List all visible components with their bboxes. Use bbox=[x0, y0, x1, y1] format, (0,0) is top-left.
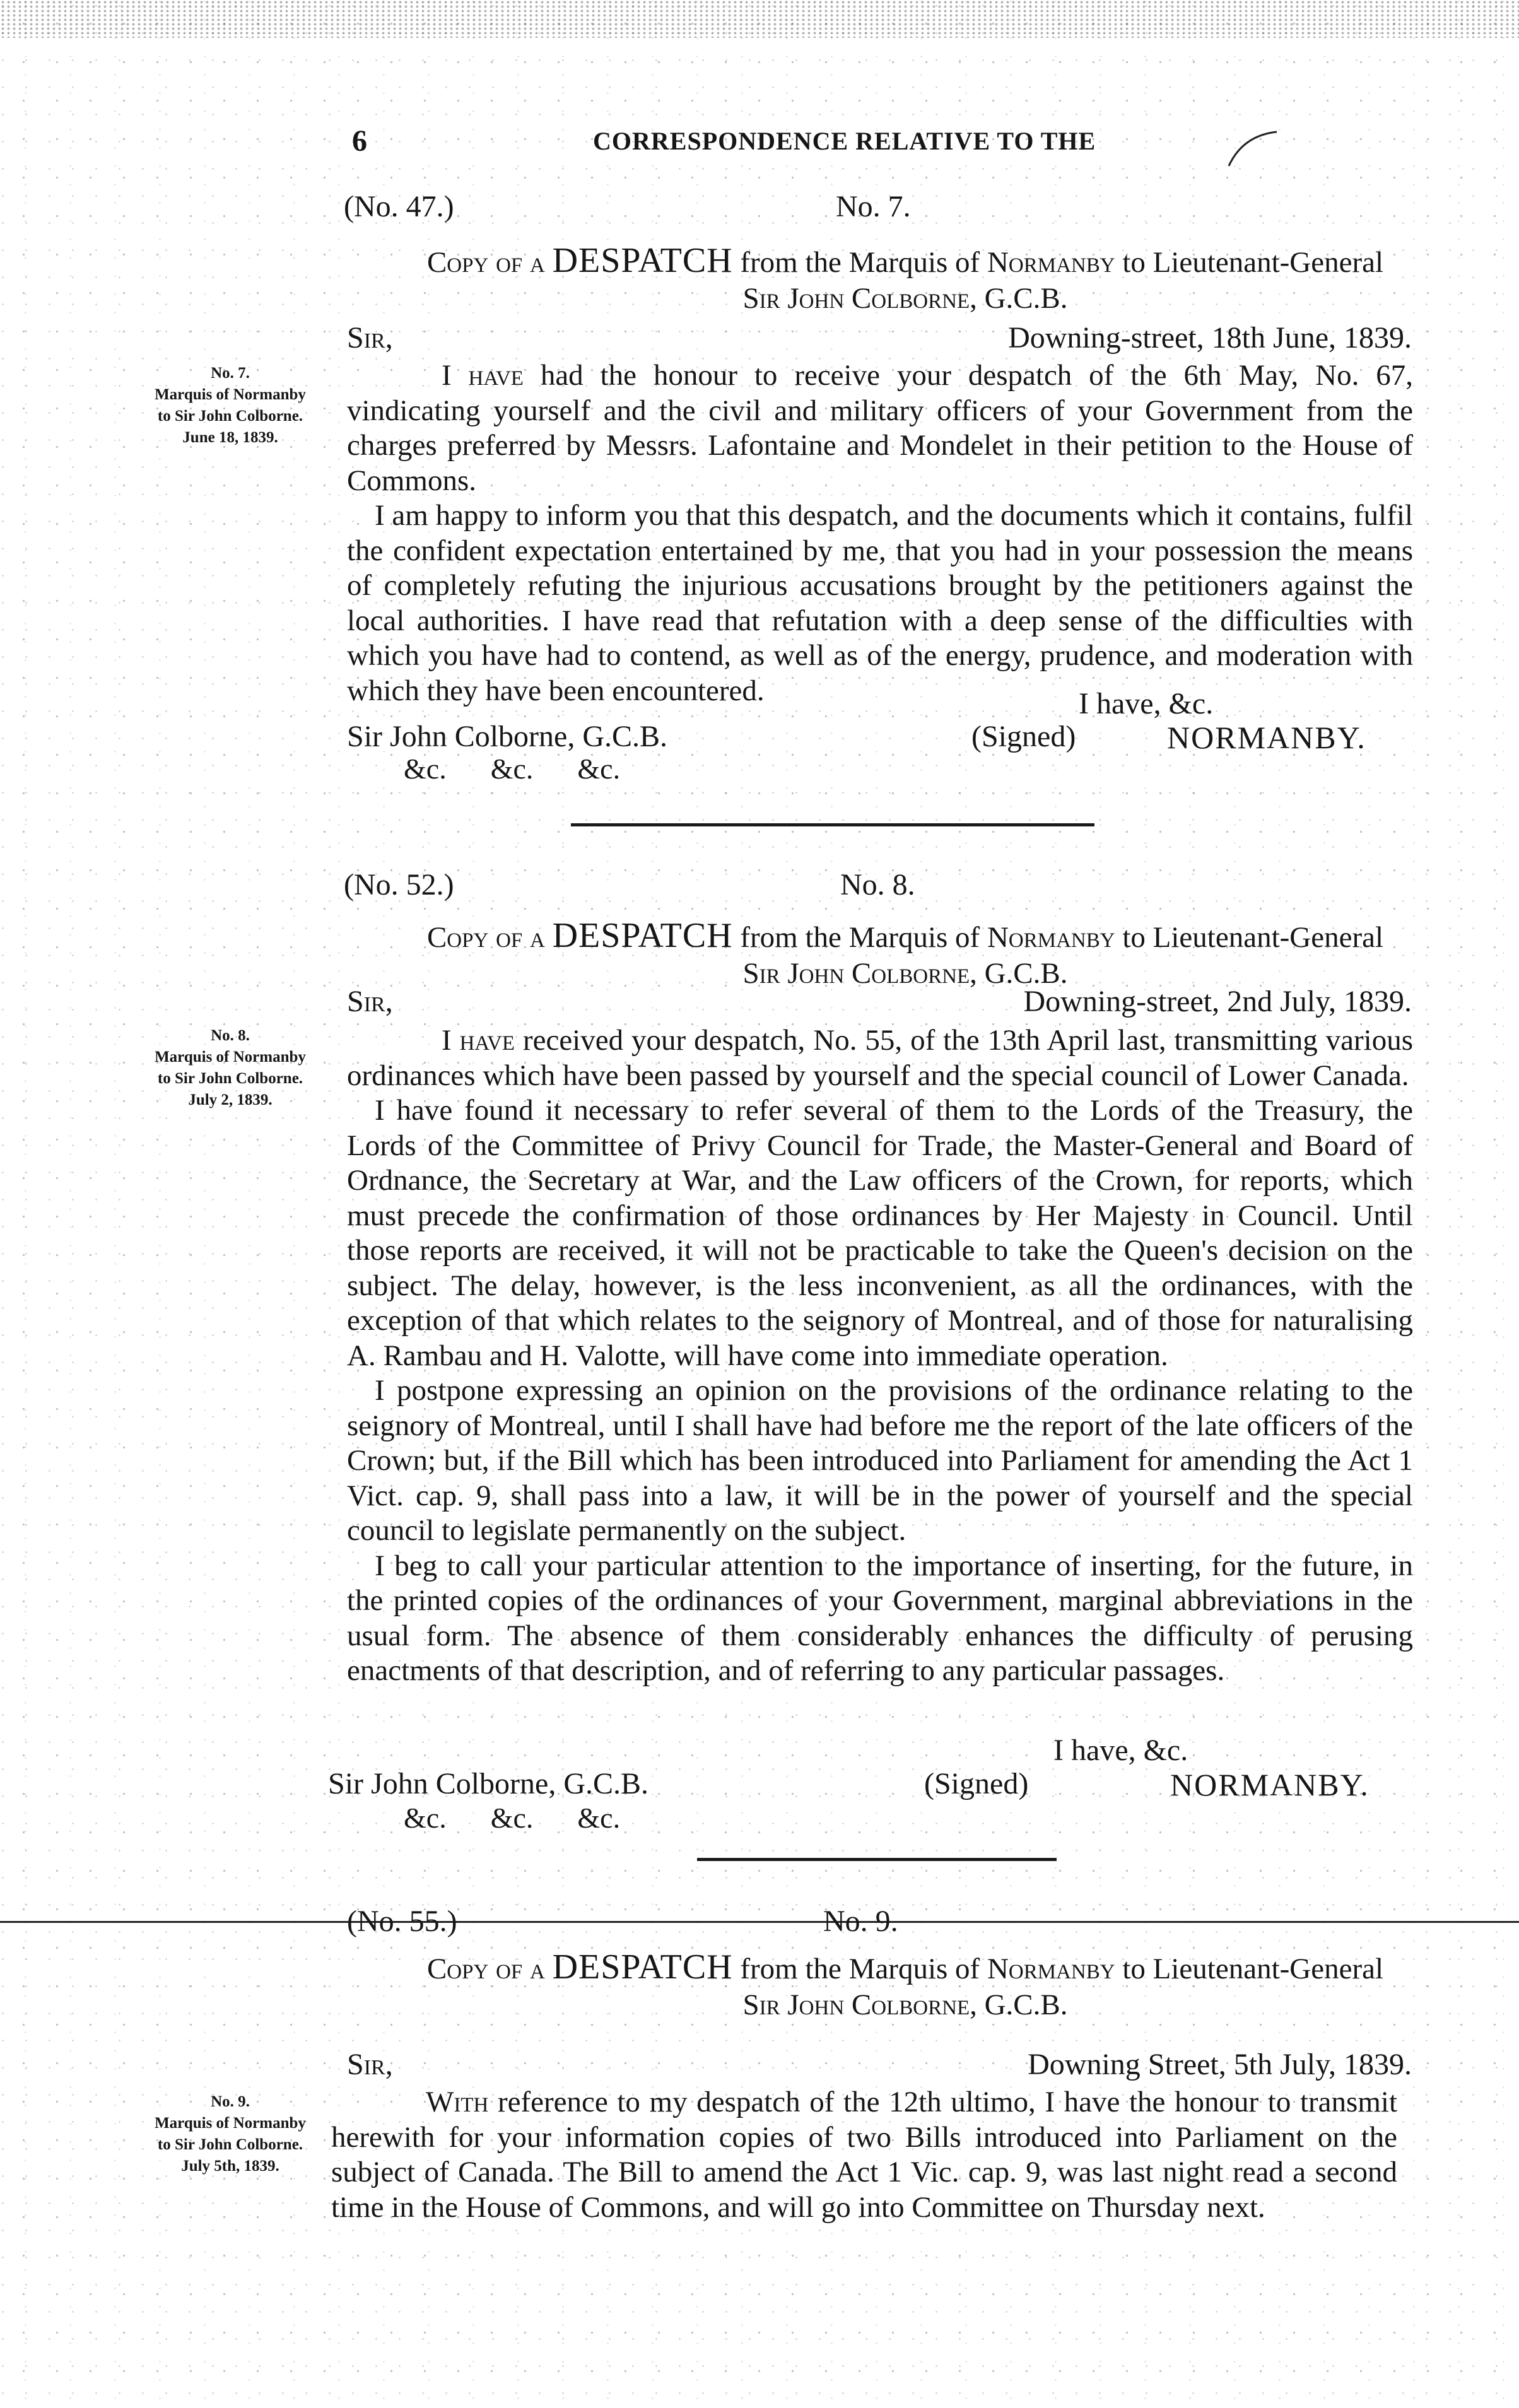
title-from: from the Marquis of bbox=[740, 246, 980, 279]
title-recipient: Sir John Colborne, G.C.B. bbox=[742, 1988, 1068, 2021]
despatch-number: No. 8. bbox=[840, 868, 915, 902]
despatch-body bbox=[331, 2085, 1397, 2225]
title-prefix: Copy of a bbox=[426, 1953, 545, 1985]
paragraph: I postpone expressing an opinion on the provisions of the ordinance relating to the seignory of Montreal, until I shall have had before me the report of the late officers of the Crown; but, if the Bill which has been introduced into Parliament for amending the Act 1 Vict. cap. 9, shall pass into a law, it will be in the power of yourself and the special council to legislate permanently on the subject. bbox=[347, 1374, 1413, 1547]
title-despatch: DESPATCH bbox=[552, 241, 733, 280]
paragraph: I have received your despatch, No. 55, of the 13th April last, transmitting various ordinances which have been passed by yourself and the special council of Lower Canada. bbox=[347, 1024, 1413, 1092]
page-header bbox=[341, 124, 1224, 162]
margin-number: No. 9. bbox=[211, 2093, 250, 2110]
margin-date: June 18, 1839. bbox=[182, 429, 278, 446]
despatch-title bbox=[350, 243, 1460, 317]
despatch-title bbox=[350, 1949, 1460, 2023]
title-to: to Lieutenant-General bbox=[1122, 921, 1384, 954]
margin-from: Marquis of Normanby bbox=[155, 1048, 306, 1066]
title-from: from the Marquis of bbox=[740, 921, 980, 954]
margin-number: No. 8. bbox=[211, 1027, 250, 1044]
despatch-ref: (No. 47.) bbox=[344, 190, 454, 223]
despatch-title bbox=[350, 918, 1460, 992]
title-marquis: Normanby bbox=[987, 921, 1115, 954]
margin-number: No. 7. bbox=[211, 365, 250, 382]
paragraph: I beg to call your particular attention to the importance of inserting, for the future, in the printed copies of the ordinances of your Government, marginal abbreviations in the usual form. The absence of them considerably enhances the difficulty of perusing enactments of that description, and of referring to any particular passages. bbox=[347, 1549, 1413, 1687]
title-prefix: Copy of a bbox=[426, 921, 545, 954]
margin-from: Marquis of Normanby bbox=[155, 2115, 306, 2132]
salutation: Sir, bbox=[347, 985, 393, 1018]
paragraph: With reference to my despatch of the 12th ultimo, I have the honour to transmit herewith for your information copies of two Bills introduced into Parliament on the subject of Canada. The Bill to amend the Act 1 Vic. cap. 9, was last night read a second time in the House of Commons, and will go into Committee on Thursday next. bbox=[331, 2086, 1397, 2224]
margin-note bbox=[126, 2091, 334, 2177]
signed-label: (Signed) bbox=[924, 1767, 1029, 1800]
pen-mark-icon bbox=[1224, 129, 1281, 173]
signed-label: (Signed) bbox=[971, 720, 1076, 753]
title-prefix: Copy of a bbox=[426, 246, 545, 279]
despatch-ref: (No. 52.) bbox=[344, 868, 454, 902]
title-despatch: DESPATCH bbox=[552, 1947, 733, 1987]
signature: NORMANBY. bbox=[1167, 720, 1366, 755]
margin-date: July 5th, 1839. bbox=[181, 2158, 279, 2175]
salutation: Sir, bbox=[347, 2048, 393, 2081]
margin-note bbox=[126, 363, 334, 449]
paragraph: I have had the honour to receive your despatch of the 6th May, No. 67, vindicating yourself and the civil and military officers of your Government from the charges preferred by Messrs. Lafontaine and Mondelet in their petition to the House of Commons. bbox=[347, 359, 1413, 497]
closing: I have, &c. bbox=[1053, 1734, 1188, 1767]
closing: I have, &c. bbox=[1079, 687, 1214, 720]
margin-to: to Sir John Colborne. bbox=[157, 408, 303, 425]
scan-edge-noise bbox=[0, 0, 1519, 38]
title-marquis: Normanby bbox=[987, 1953, 1115, 1985]
paragraph: I have found it necessary to refer several of them to the Lords of the Treasury, the Lords of the Committee of Privy Council for Trade, the Master-General and Board of Ordnance, the Secretary at War, and the Law officers of the Crown, for reports, which must precede the confirmation of those ordinances by Her Majesty in Council. Until those reports are received, it will not be practicable to take the Queen's decision on the subject. The delay, however, is the less inconvenient, as all the ordinances, with the exception of that which relates to the seignory of Montreal, and of those for naturalising A. Rambau and H. Valotte, will have come into immediate operation. bbox=[347, 1094, 1413, 1372]
despatch-ref: (No. 55.) bbox=[347, 1905, 457, 1938]
first-word: I have bbox=[442, 1024, 515, 1057]
margin-to: to Sir John Colborne. bbox=[157, 1070, 303, 1087]
margin-to: to Sir John Colborne. bbox=[157, 2136, 303, 2153]
despatch-number: No. 9. bbox=[823, 1905, 898, 1938]
margin-note bbox=[126, 1025, 334, 1111]
section-divider bbox=[697, 1858, 1057, 1861]
title-despatch: DESPATCH bbox=[552, 916, 733, 955]
margin-date: July 2, 1839. bbox=[188, 1091, 273, 1108]
salutation: Sir, bbox=[347, 321, 393, 355]
title-to: to Lieutenant-General bbox=[1122, 1953, 1384, 1985]
page-number: 6 bbox=[352, 124, 367, 158]
signature-line bbox=[347, 719, 1413, 757]
despatch-body bbox=[347, 1023, 1413, 1689]
addressee: Sir John Colborne, G.C.B. bbox=[328, 1767, 649, 1800]
etc-line: &c. &c. &c. bbox=[404, 1802, 621, 1834]
first-word: I have bbox=[442, 359, 524, 392]
title-to: to Lieutenant-General bbox=[1122, 246, 1384, 279]
section-divider bbox=[571, 823, 1094, 826]
title-marquis: Normanby bbox=[987, 246, 1115, 279]
paragraph: I am happy to inform you that this despatch, and the documents which it contains, fulfil the confident expectation entertained by me, that you had in your possession the means of completely refuting the injurious accusations brought by the petitioners against the local authorities. I have read that refutation with a deep sense of the difficulties with which you have had to contend, as well as of the energy, prudence, and moderation with which they have been encountered. bbox=[347, 499, 1413, 707]
running-head: CORRESPONDENCE RELATIVE TO THE bbox=[593, 127, 1096, 155]
despatch-body bbox=[347, 358, 1413, 708]
dateline: Downing-street, 18th June, 1839. bbox=[1008, 321, 1412, 355]
title-from: from the Marquis of bbox=[740, 1953, 980, 1985]
signature: NORMANBY. bbox=[1170, 1767, 1369, 1802]
margin-from: Marquis of Normanby bbox=[155, 386, 306, 403]
title-recipient: Sir John Colborne, G.C.B. bbox=[742, 957, 1068, 990]
signature-line bbox=[328, 1766, 1394, 1804]
dateline: Downing Street, 5th July, 1839. bbox=[1028, 2048, 1412, 2081]
despatch-number: No. 7. bbox=[836, 190, 911, 223]
title-recipient: Sir John Colborne, G.C.B. bbox=[742, 282, 1068, 315]
etc-line: &c. &c. &c. bbox=[404, 753, 621, 785]
dateline: Downing-street, 2nd July, 1839. bbox=[1023, 985, 1412, 1018]
first-word: With bbox=[426, 2086, 489, 2118]
addressee: Sir John Colborne, G.C.B. bbox=[347, 720, 668, 753]
scan-crease-line bbox=[0, 1921, 1519, 1923]
